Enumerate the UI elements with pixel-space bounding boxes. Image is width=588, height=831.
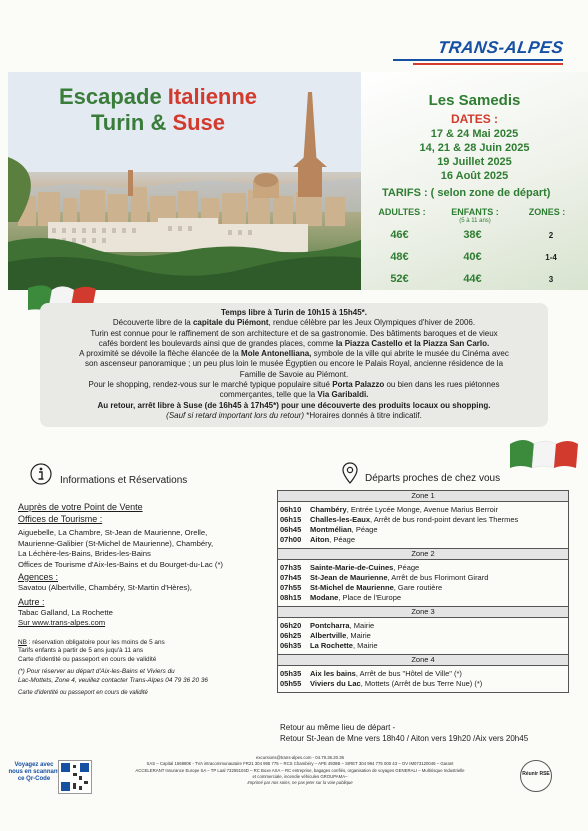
departure-row xyxy=(278,525,568,535)
brand-logo xyxy=(383,39,563,73)
agences-label: Agences : xyxy=(18,571,59,582)
departure-detail: , Péage xyxy=(393,563,420,572)
desc-highlight: la Piazza Castello et la Piazza San Carlo. xyxy=(335,338,490,348)
zone-header: Zone 1 xyxy=(278,491,568,502)
desc-text: ou bien dans les rues piétonnes xyxy=(384,380,500,390)
tarif-enfant: 44€ xyxy=(463,273,482,285)
departure-place: Aiton xyxy=(310,535,330,544)
desc-text: cafés bordent les boulevards ainsi que de grandes places, comme xyxy=(98,338,336,348)
departure-place: Albertville xyxy=(310,631,347,640)
info-title: Informations et Réservations xyxy=(60,475,188,486)
departure-time: 06h20 xyxy=(280,621,302,630)
agences-text: Savatou (Albertville, Chambéry, St-Martin d'Hères), xyxy=(18,582,192,592)
departure-detail: , Arrêt de bus Florimont Girard xyxy=(387,573,489,582)
zone-header: Zone 3 xyxy=(278,606,568,618)
website-link[interactable]: Sur www.trans-alpes.com xyxy=(18,618,106,628)
date-line: 17 & 24 Mai 2025 xyxy=(430,128,519,140)
departure-time: 07h45 xyxy=(280,573,302,582)
desc-text: son ascenseur panoramique ; un peu plus loin le musée Égyptien ou encore le Palais Royal, ancienne résidence de la xyxy=(84,359,504,369)
footer-legal xyxy=(110,755,490,786)
desc-highlight: Mole Antonelliana, xyxy=(241,349,312,359)
departure-place: Modane xyxy=(310,593,339,602)
date-line: 16 Août 2025 xyxy=(440,170,509,182)
dates-label: DATES : xyxy=(450,112,499,126)
departure-row xyxy=(278,679,568,689)
nb-text: : réservation obligatoire pour les moins de 5 ans xyxy=(26,638,165,646)
info-icon xyxy=(30,463,52,485)
brand-underline-red xyxy=(413,63,563,65)
tarif-adulte: 46€ xyxy=(390,229,409,241)
zone-body xyxy=(278,502,568,548)
departure-place: Montmélian xyxy=(310,525,352,534)
departure-time: 08h15 xyxy=(280,593,302,602)
departure-row xyxy=(278,593,568,603)
departures-table xyxy=(277,490,569,693)
departure-place: Pontcharra xyxy=(310,621,350,630)
departure-row xyxy=(278,631,568,641)
departure-row xyxy=(278,641,568,651)
departure-detail: , Arrêt de bus "Hôtel de Ville" (*) xyxy=(355,669,462,678)
departure-row xyxy=(278,573,568,583)
desc-highlight: Porta Palazzo xyxy=(332,380,385,390)
departure-place: Aix les bains xyxy=(310,669,356,678)
departure-time: 07h55 xyxy=(280,583,302,592)
autre-label: Autre : xyxy=(18,596,45,607)
offices-text: Maurienne-Galibier (St-Michel de Maurienne), Chambéry, xyxy=(18,538,214,548)
tarif-zone: 2 xyxy=(548,231,554,240)
desc-text: , rendue célèbre par les Jeux Olympiques d'hiver de 2006. xyxy=(268,318,476,328)
brand-name: TRANS-ALPES xyxy=(436,38,565,57)
tarif-col-adultes: ADULTES : xyxy=(378,207,426,217)
trip-title xyxy=(8,84,308,136)
date-line: 19 Juillet 2025 xyxy=(437,156,512,168)
tarif-adulte: 52€ xyxy=(390,273,409,285)
qr-caption: Voyagez avec nous en scannant ce Qr-Code xyxy=(8,762,60,782)
departure-place: Chambéry xyxy=(310,505,347,514)
desc-highlight: Via Garibaldi. xyxy=(317,390,369,400)
zone-header: Zone 2 xyxy=(278,548,568,560)
booking-note: Lac-Mottets, Zone 4, veuillez contacter Trans-Alpes 04 79 36 20 36 xyxy=(18,676,208,684)
italian-flag-ribbon-right xyxy=(510,438,580,472)
tarif-enfant: 40€ xyxy=(463,251,482,263)
desc-note-times: *Horaires donnés à titre indicatif. xyxy=(304,410,422,420)
tarif-col-zones: ZONES : xyxy=(528,207,566,217)
departure-time: 05h35 xyxy=(280,669,302,678)
departure-time: 06h10 xyxy=(280,505,302,514)
footer-legal-line: SAS – Capital 156880€ - TVA intracommunautaire FR21 304 995 775 – RCS Chambéry – APE 4939B – SIRET 304 994 775 000 43 – OV IM073120046 – Garant xyxy=(146,761,454,767)
departure-place: La Rochette xyxy=(310,641,353,650)
departure-place: Sainte-Marie-de-Cuines xyxy=(310,563,394,572)
booking-note: (*) Pour réserver au départ d'Aix-les-Bains et Viviers du xyxy=(18,668,175,676)
trip-description xyxy=(40,303,548,427)
qr-code-icon[interactable] xyxy=(58,760,92,794)
offices-text: La Léchère-les-Bains, Brides-les-Bains xyxy=(18,549,151,559)
tarif-zone: 1-4 xyxy=(545,253,557,262)
return-info xyxy=(280,722,580,744)
offices-text: Offices de Tourisme d'Aix-les-Bains et du Bourget-du-Lac (*) xyxy=(18,560,223,570)
return-text: Retour au même lieu de départ - xyxy=(280,723,396,732)
desc-return-stop: Au retour, arrêt libre à Suse (de 16h45 à 17h45*) pour une découverte des produits locaux ou shopping. xyxy=(97,400,491,410)
title-word-escapade: Escapade xyxy=(58,84,168,109)
desc-text: Famille de Savoie au Piémont. xyxy=(239,369,349,379)
departure-row xyxy=(278,505,568,515)
nb-label: NB xyxy=(18,638,27,646)
desc-text: symbole de la ville qui abrite le musée du Cinéma avec xyxy=(311,349,509,359)
nb-text: Tarifs enfants à partir de 5 ans juqu'à 11 ans xyxy=(18,647,144,655)
title-line-2 xyxy=(8,110,308,136)
tarif-zone: 3 xyxy=(548,275,554,284)
title-word-turin: Turin & xyxy=(90,110,173,135)
departure-detail: , Gare routière xyxy=(393,583,443,592)
departure-detail: , Entrée Lycée Monge, Avenue Marius Berroir xyxy=(346,505,499,514)
brand-underline-blue xyxy=(393,59,563,61)
tarif-col-enfants-ages: (5 à 11 ans) xyxy=(459,218,491,224)
departure-time: 06h25 xyxy=(280,631,302,640)
departure-place: Viviers du Lac xyxy=(310,679,361,688)
offices-text: Aiguebelle, La Chambre, St-Jean de Maurienne, Orelle, xyxy=(18,528,208,537)
zone-body xyxy=(278,560,568,606)
title-word-suse: Suse xyxy=(172,110,226,135)
footer-print-note: Imprimé par nos soins, ne pas jeter sur la voie publique xyxy=(247,780,353,786)
departure-detail: , Mottets (Arrêt de bus Terre Nue) (*) xyxy=(360,679,483,688)
date-line: 14, 21 & 28 Juin 2025 xyxy=(419,142,530,154)
departure-row xyxy=(278,563,568,573)
tarif-col-enfants: ENFANTS : xyxy=(451,207,499,217)
departure-place: St-Michel de Maurienne xyxy=(310,583,394,592)
nb-text: Carte d'identité ou passeport en cours de validité xyxy=(18,655,157,663)
departure-row xyxy=(278,583,568,593)
departure-row xyxy=(278,515,568,525)
departure-time: 07h00 xyxy=(280,535,302,544)
title-line-1 xyxy=(8,84,308,110)
departure-detail: , Place de l'Europe xyxy=(338,593,402,602)
desc-text: commerçantes, telle que la xyxy=(219,390,318,400)
rse-badge: Réunir RSE xyxy=(520,760,552,792)
departure-place: St-Jean de Maurienne xyxy=(310,573,388,582)
title-word-italienne: Italienne xyxy=(167,84,258,109)
footer-legal-line: et commerciale, incendie véhicules GROUPAMA– xyxy=(252,773,348,779)
schedule-day: Les Samedis xyxy=(428,92,521,109)
tarif-adulte: 48€ xyxy=(390,251,409,263)
desc-text: Découverte libre de la xyxy=(112,318,193,328)
departure-detail: , Péage xyxy=(351,525,378,534)
departure-place: Challes-les-Eaux xyxy=(310,515,371,524)
departure-time: 06h45 xyxy=(280,525,302,534)
departure-detail: , Mairie xyxy=(346,631,371,640)
autre-text: Tabac Galland, La Rochette xyxy=(18,607,113,617)
departure-time: 06h35 xyxy=(280,641,302,650)
departure-row xyxy=(278,669,568,679)
zone-body xyxy=(278,666,568,692)
footer-contact: excursions@trans-alpes.com - 04.79.36.20.36 xyxy=(256,755,344,760)
departure-row xyxy=(278,621,568,631)
id-note: Carte d'identité ou passeport en cours de validité xyxy=(18,690,148,697)
return-times: Retour St-Jean de Mne vers 18h40 / Aiton vers 19h20 /Aix vers 20h45 xyxy=(280,734,529,743)
departure-time: 05h55 xyxy=(280,679,302,688)
footer-legal-line: ACCELERANT Insurance Europe SA – TP Laal 73255104D – RC Boxe AXA – RC entreprise, bagages confiés, organisation de voyages GENERALI – Multirisque Industrielle xyxy=(135,767,465,773)
departure-row xyxy=(278,535,568,545)
tarifs-label: TARIFS : ( selon zone de départ) xyxy=(382,187,551,199)
desc-text: Turin est connue pour le raffinement de son architecture et de sa gastronomie. Des bâtiments baroques et de vieux xyxy=(90,328,498,338)
departure-detail: , Mairie xyxy=(349,621,375,630)
desc-highlight: capitale du Piémont xyxy=(192,318,269,328)
info-column xyxy=(18,501,268,698)
location-pin-icon xyxy=(342,462,358,484)
desc-note: (Sauf si retard important lors du retour) xyxy=(166,410,304,420)
departure-detail: , Mairie xyxy=(352,641,378,650)
offices-label: Offices de Tourisme : xyxy=(18,514,103,524)
departure-time: 07h35 xyxy=(280,563,302,572)
zone-header: Zone 4 xyxy=(278,654,568,666)
departure-detail: , Péage xyxy=(329,535,356,544)
point-de-vente: Auprès de votre Point de Vente xyxy=(18,502,143,512)
departure-time: 06h15 xyxy=(280,515,302,524)
departure-detail: , Arrêt de bus rond-point devant les Thermes xyxy=(370,515,519,524)
departures-title: Départs proches de chez vous xyxy=(365,473,501,484)
zone-body xyxy=(278,618,568,654)
tarif-enfant: 38€ xyxy=(463,229,482,241)
desc-text: Pour le shopping, rendez-vous sur le marché typique populaire situé xyxy=(88,380,333,390)
desc-free-time: Temps libre à Turin de 10h15 à 15h45*. xyxy=(221,308,367,317)
desc-text: A proximité se dévoile la flèche élancée de la xyxy=(79,349,242,359)
